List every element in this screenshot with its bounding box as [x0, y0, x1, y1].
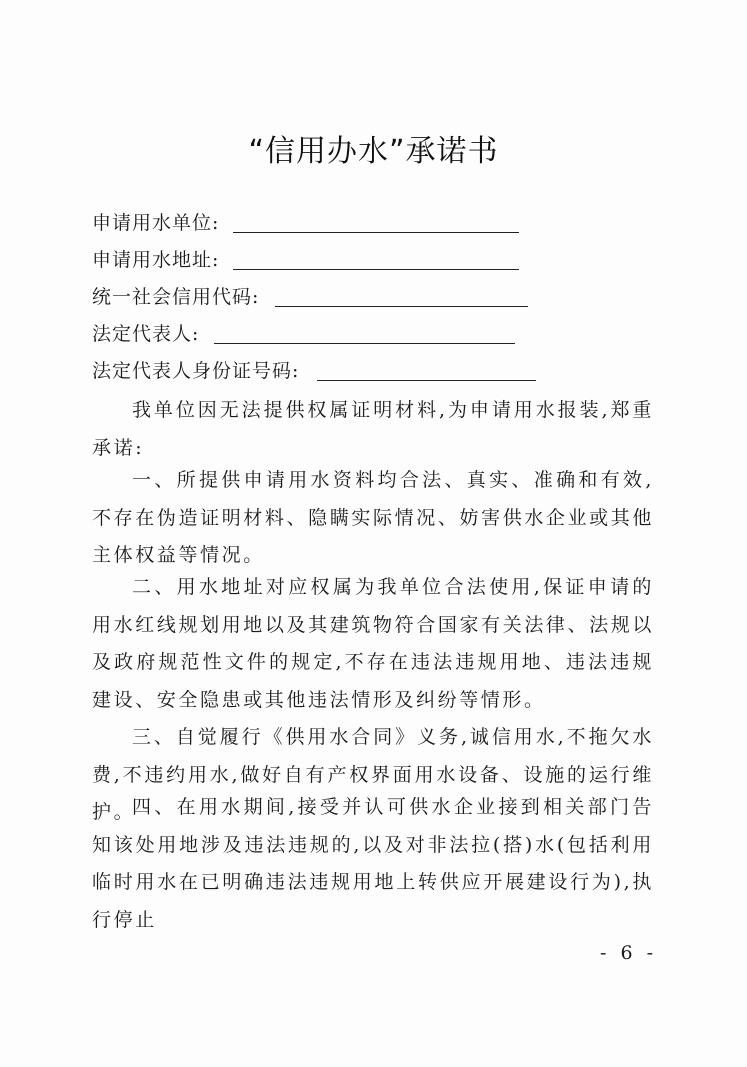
commitment-paragraph-4: 四、在用水期间,接受并认可供水企业接到相关部门告知该处用地涉及违法违规的,以及对非法拉(搭)水(包括利用临时用水在已明确违法违规用地上转供应开展建设行为),执行停止 [92, 796, 654, 931]
field-label: 法定代表人身份证号码: [92, 360, 300, 382]
intro-paragraph: 我单位因无法提供权属证明材料,为申请用水报装,郑重承诺: [92, 399, 654, 459]
field-applicant-address [92, 247, 219, 273]
legal-representative-blank[interactable] [214, 343, 515, 344]
page-title: “信用办水”承诺书 [248, 134, 499, 169]
field-label: 申请用水地址: [92, 249, 220, 271]
field-credit-code [92, 284, 259, 310]
field-label: 法定代表人: [92, 323, 200, 345]
commitment-paragraph-2: 二、用水地址对应权属为我单位合法使用,保证申请的用水红线规划用地以及其建筑物符合国家有关法律、法规以及政府规范性文件的规定,不存在违法违规用地、违法违规建设、安全隐患或其他违法情形及纠纷等情形。 [92, 576, 654, 711]
field-legal-representative [92, 321, 199, 347]
applicant-unit-blank[interactable] [233, 232, 519, 233]
field-id-number [92, 358, 299, 384]
id-number-blank[interactable] [317, 380, 536, 381]
field-applicant-unit [92, 210, 219, 236]
page-number: - 6 - [600, 942, 658, 964]
commitment-paragraph-1: 一、所提供申请用水资料均合法、真实、准确和有效,不存在伪造证明材料、隐瞒实际情况、妨害供水企业或其他主体权益等情况。 [92, 469, 654, 566]
applicant-address-blank[interactable] [233, 269, 519, 270]
field-label: 申请用水单位: [92, 212, 220, 234]
field-label: 统一社会信用代码: [92, 286, 260, 308]
credit-code-blank[interactable] [275, 306, 528, 307]
commitment-paragraph-3: 三、自觉履行《供用水合同》义务,诚信用水,不拖欠水费,不违约用水,做好自有产权界面用水设备、设施的运行维护。 [92, 726, 654, 823]
